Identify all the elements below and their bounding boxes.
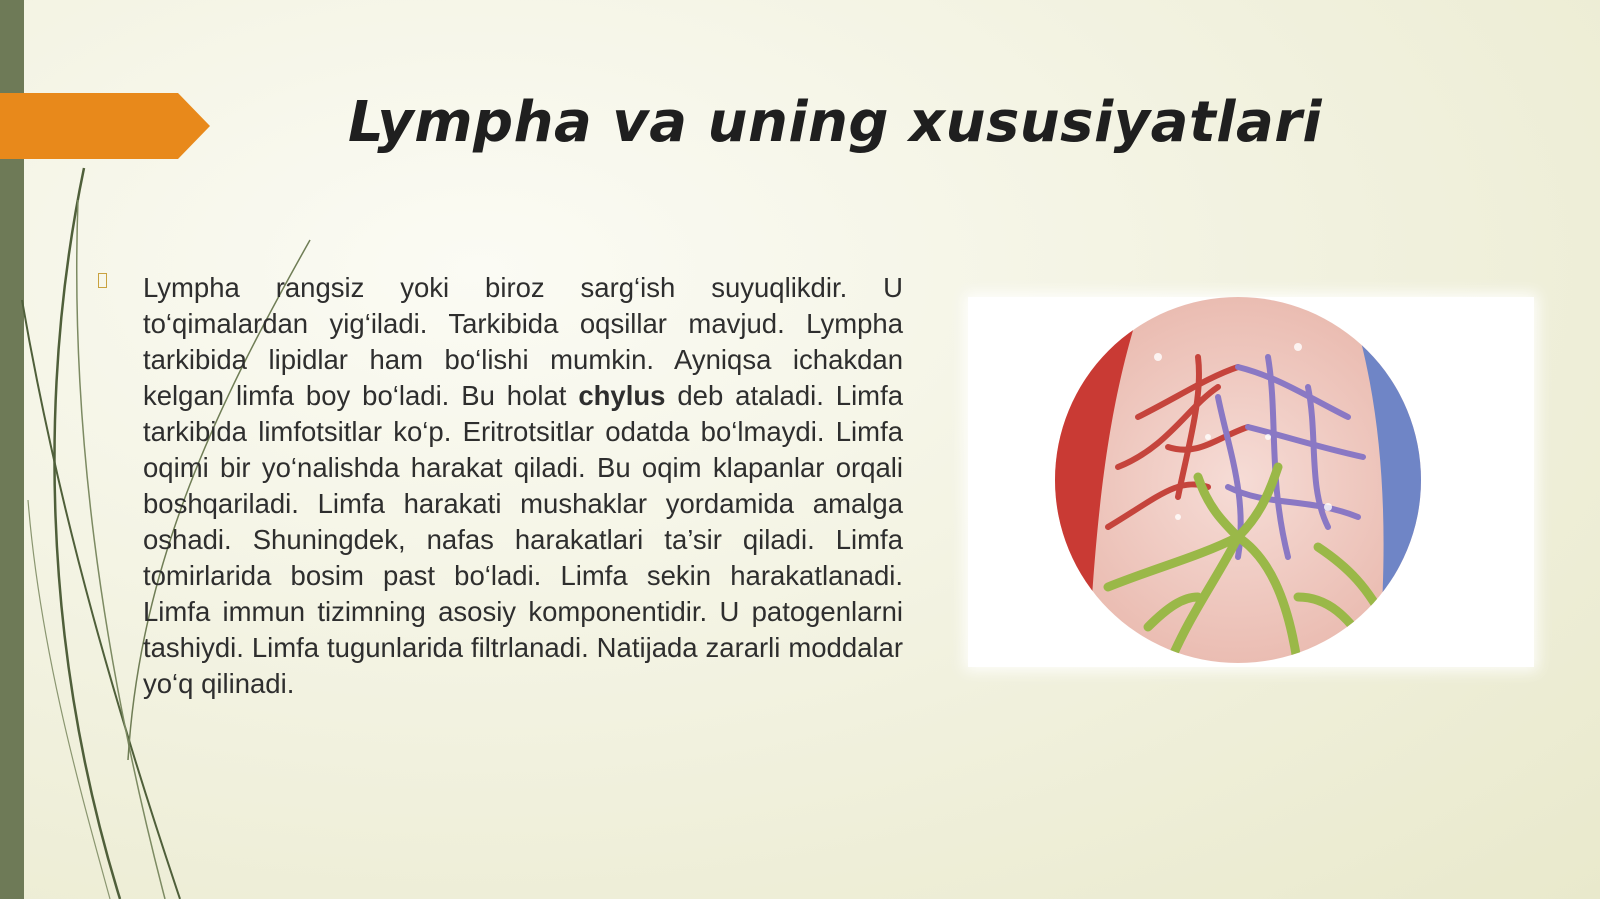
- body-text-part-1: Lympha rangsiz yoki biroz sarg‘ish suyuqlikdir. U to‘qimalardan yig‘iladi. Tarkibida oqsillar mavjud. Lympha tarkibida lipidlar ham bo‘lishi mumkin. Ayniqsa ichakdan kelgan limfa boy bo‘ladi. Bu holat: [143, 272, 903, 411]
- body-text-bold-term: chylus: [578, 380, 666, 411]
- orange-arrow-banner: [0, 0, 215, 170]
- lymph-capillary-illustration: [968, 297, 1534, 667]
- slide-body-text: [143, 270, 903, 702]
- square-bullet-icon: [98, 273, 107, 288]
- slide-title: Lympha va uning xususiyatlari: [347, 90, 1323, 155]
- body-text-part-2: deb ataladi. Limfa tarkibida limfotsitlar ko‘p. Eritrotsitlar odatda bo‘lmaydi. Limfa oqimi bir yo‘nalishda harakat qiladi. Bu oqim klapanlar orqali boshqariladi. Limfa harakati mushaklar yordamida amalga oshadi. Shuningdek, nafas harakatlari ta’sir qiladi. Limfa tomirlarida bosim past bo‘ladi. Limfa sekin harakatlanadi. Limfa immun tizimning asosiy komponentidir. U patogenlarni tashiydi. Limfa tugunlarida filtrlanadi. Natijada zararli moddalar yo‘q qilinadi.: [143, 380, 904, 699]
